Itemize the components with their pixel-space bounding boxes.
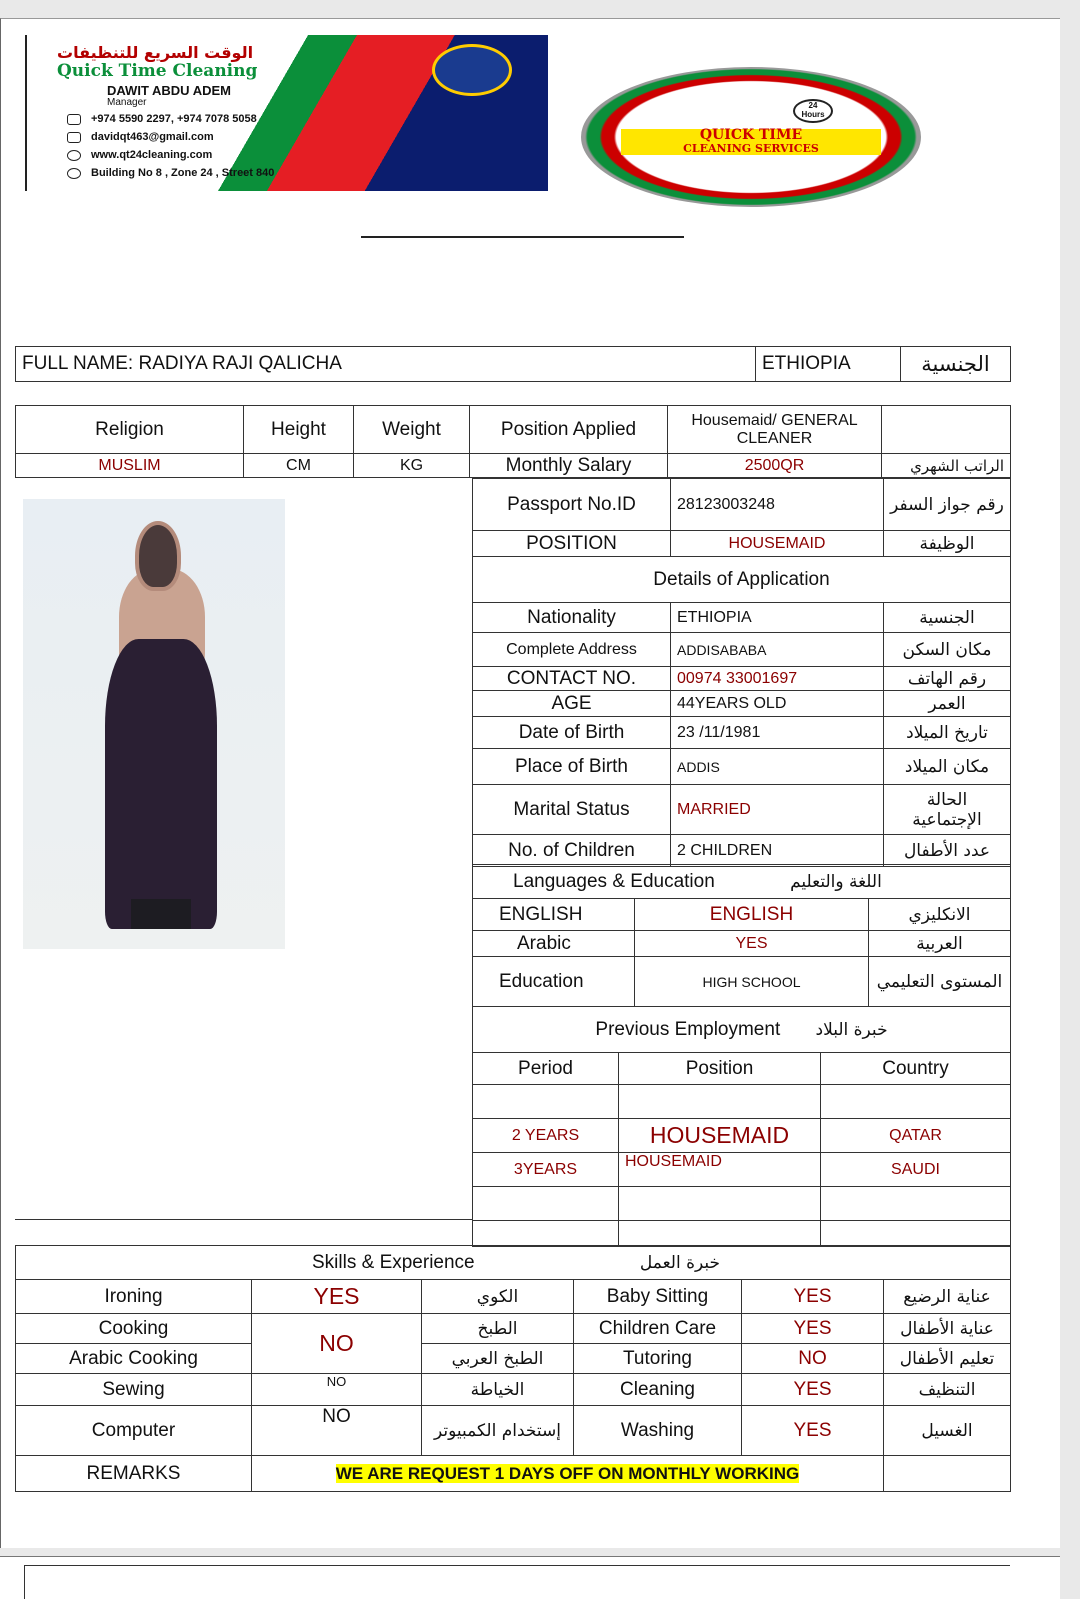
position-applied-value: Housemaid/ GENERAL CLEANER — [668, 406, 882, 454]
detail-ar: الجنسية — [884, 603, 1011, 633]
title-underline — [361, 236, 684, 238]
languages-title-cell — [473, 865, 1011, 899]
empty-cell — [619, 1187, 821, 1221]
language-label: ENGLISH — [473, 899, 635, 931]
employment-table — [472, 1006, 1011, 1247]
website-line — [67, 149, 212, 161]
skill-sewing-value: NO — [252, 1374, 422, 1406]
detail-ar: رقم الهاتف — [884, 667, 1011, 691]
skill-arabiccooking-label: Arabic Cooking — [16, 1344, 252, 1374]
skills-title-ar: خبرة العمل — [639, 1252, 721, 1273]
employment-country: QATAR — [821, 1119, 1011, 1153]
skill-childrencare-ar: عناية الأطفال — [884, 1314, 1011, 1344]
logo-line2: CLEANING SERVICES — [683, 142, 819, 155]
phone-icon — [67, 114, 81, 125]
skill-tutoring-value: NO — [742, 1344, 884, 1374]
period-header: Period — [473, 1053, 619, 1085]
detail-ar: تاريخ الميلاد — [884, 717, 1011, 749]
detail-label: No. of Children — [473, 835, 671, 867]
detail-label: CONTACT NO. — [473, 667, 671, 691]
skill-tutoring-ar: تعليم الأطفال — [884, 1344, 1011, 1374]
passport-ar: رقم جواز السفر — [884, 479, 1011, 531]
next-page-table-edge — [24, 1565, 1010, 1599]
remarks-label: REMARKS — [16, 1456, 252, 1492]
skill-arabiccooking-ar: الطبخ العربي — [422, 1344, 574, 1374]
empty-cell — [821, 1085, 1011, 1119]
passport-label: Passport No.ID — [473, 479, 671, 531]
logo-line1: QUICK TIME — [699, 127, 803, 143]
hours-number: 24 — [808, 101, 818, 110]
nationality-header-ar: الجنسية — [901, 347, 1011, 382]
next-page-edge — [0, 1556, 1060, 1599]
photo-feet — [131, 899, 191, 929]
email-text: davidqt463@gmail.com — [91, 131, 214, 143]
phone-line — [67, 113, 257, 125]
empty-cell — [821, 1221, 1011, 1247]
employment-period: 2 YEARS — [473, 1119, 619, 1153]
employment-title-ar: خبرة البلاد — [815, 1019, 888, 1040]
position-ar: الوظيفة — [884, 531, 1011, 557]
applicant-photo — [23, 499, 285, 949]
empty-cell — [821, 1187, 1011, 1221]
skills-title: Skills & Experience — [312, 1251, 475, 1273]
empty-cell — [619, 1221, 821, 1247]
company-name: Quick Time Cleaning — [57, 61, 258, 81]
details-section-title: Details of Application — [473, 557, 1011, 603]
position-applied-header: Position Applied — [470, 406, 668, 454]
language-value: ENGLISH — [635, 899, 869, 931]
skill-cleaning-label: Cleaning — [574, 1374, 742, 1406]
skills-title-cell — [16, 1246, 1011, 1280]
skill-childrencare-value: YES — [742, 1314, 884, 1344]
salary-ar: الراتب الشهري — [882, 454, 1011, 478]
salary-label: Monthly Salary — [470, 454, 668, 478]
remarks-cell — [252, 1456, 884, 1492]
skill-sewing-label: Sewing — [16, 1374, 252, 1406]
left-divider — [15, 1219, 473, 1245]
weight-value: KG — [354, 454, 470, 478]
detail-ar: الحالة الإجتماعية — [884, 785, 1011, 835]
skill-tutoring-label: Tutoring — [574, 1344, 742, 1374]
education-label: Education — [473, 957, 635, 1007]
detail-ar: مكان السكن — [884, 633, 1011, 667]
detail-value: MARRIED — [671, 785, 884, 835]
hours-badge — [793, 99, 833, 123]
languages-title-ar: اللغة والتعليم — [790, 871, 882, 892]
skill-cooking-label: Cooking — [16, 1314, 252, 1344]
empty-cell — [473, 1085, 619, 1119]
country-header: Country — [821, 1053, 1011, 1085]
detail-value: 2 CHILDREN — [671, 835, 884, 867]
detail-value: 00974 33001697 — [671, 667, 884, 691]
skill-babysitting-label: Baby Sitting — [574, 1280, 742, 1314]
detail-value: ETHIOPIA — [671, 603, 884, 633]
location-icon — [67, 168, 81, 179]
address-text: Building No 8 , Zone 24 , Street 840 — [91, 167, 275, 179]
skills-table — [15, 1245, 1011, 1492]
detail-label: Complete Address — [473, 633, 671, 667]
language-ar: العربية — [869, 931, 1011, 957]
position-header: Position — [619, 1053, 821, 1085]
nationality-header-value: ETHIOPIA — [756, 347, 901, 382]
empty-cell — [884, 1456, 1011, 1492]
company-arabic-name: الوقت السريع للتنظيفات — [57, 43, 254, 62]
position-label: POSITION — [473, 531, 671, 557]
mail-icon — [67, 132, 81, 143]
skill-childrencare-label: Children Care — [574, 1314, 742, 1344]
skill-cleaning-ar: التنظيف — [884, 1374, 1011, 1406]
manager-name: DAWIT ABDU ADEM — [107, 83, 231, 98]
language-label: Arabic — [473, 931, 635, 957]
languages-table — [472, 864, 1011, 1007]
detail-value: ADDISABABA — [671, 633, 884, 667]
employment-position: HOUSEMAID — [619, 1119, 821, 1153]
skill-washing-label: Washing — [574, 1406, 742, 1456]
skill-cooking-ar: الطبخ — [422, 1314, 574, 1344]
remarks-value: WE ARE REQUEST 1 DAYS OFF ON MONTHLY WORKING — [335, 1463, 800, 1483]
employment-period: 3YEARS — [473, 1153, 619, 1187]
height-header: Height — [244, 406, 354, 454]
skill-babysitting-value: YES — [742, 1280, 884, 1314]
skill-washing-value: YES — [742, 1406, 884, 1456]
detail-ar: العمر — [884, 691, 1011, 717]
full-name: FULL NAME: RADIYA RAJI QALICHA — [16, 347, 756, 382]
skill-cooking-value: NO — [252, 1314, 422, 1374]
height-value: CM — [244, 454, 354, 478]
religion-header: Religion — [16, 406, 244, 454]
skill-cleaning-value: YES — [742, 1374, 884, 1406]
logo-text — [621, 129, 881, 155]
detail-value: 23 /11/1981 — [671, 717, 884, 749]
position-value: HOUSEMAID — [671, 531, 884, 557]
detail-label: AGE — [473, 691, 671, 717]
email-line — [67, 131, 214, 143]
globe-icon — [67, 150, 81, 161]
cv-page — [0, 18, 1060, 1548]
address-line — [67, 167, 274, 179]
hours-label: Hours — [801, 110, 825, 119]
employment-country: SAUDI — [821, 1153, 1011, 1187]
detail-label: Date of Birth — [473, 717, 671, 749]
skill-computer-ar: إستخدام الكمبيوتر — [422, 1406, 574, 1456]
empty-cell — [473, 1187, 619, 1221]
skill-sewing-ar: الخياطة — [422, 1374, 574, 1406]
empty-cell — [473, 1221, 619, 1247]
employment-title-cell — [473, 1007, 1011, 1053]
basic-info-table — [15, 405, 1011, 478]
education-value: HIGH SCHOOL — [635, 957, 869, 1007]
detail-ar: مكان الميلاد — [884, 749, 1011, 785]
skill-computer-value: NO — [252, 1406, 422, 1456]
company-logo — [581, 67, 921, 207]
website-text: www.qt24cleaning.com — [91, 149, 213, 161]
skill-ironing-label: Ironing — [16, 1280, 252, 1314]
skill-ironing-ar: الكوي — [422, 1280, 574, 1314]
skill-ironing-value: YES — [252, 1280, 422, 1314]
skill-babysitting-ar: عناية الرضيع — [884, 1280, 1011, 1314]
skill-computer-label: Computer — [16, 1406, 252, 1456]
detail-label: Place of Birth — [473, 749, 671, 785]
skill-washing-ar: الغسيل — [884, 1406, 1011, 1456]
weight-header: Weight — [354, 406, 470, 454]
empty-cell — [619, 1085, 821, 1119]
manager-role: Manager — [107, 97, 147, 108]
detail-label: Marital Status — [473, 785, 671, 835]
detail-ar: عدد الأطفال — [884, 835, 1011, 867]
detail-label: Nationality — [473, 603, 671, 633]
business-card — [25, 35, 548, 191]
employment-title: Previous Employment — [595, 1018, 781, 1040]
education-ar: المستوى التعليمي — [869, 957, 1011, 1007]
photo-body — [105, 639, 217, 929]
details-table — [472, 478, 1011, 867]
full-name-table — [15, 346, 1011, 382]
phone-text: +974 5590 2297, +974 7078 5058 — [91, 113, 257, 125]
passport-value: 28123003248 — [671, 479, 884, 531]
blank-cell — [882, 406, 1011, 454]
language-value: YES — [635, 931, 869, 957]
languages-title: Languages & Education — [513, 870, 715, 892]
language-ar: الانكليزي — [869, 899, 1011, 931]
detail-value: ADDIS — [671, 749, 884, 785]
employment-position: HOUSEMAID — [619, 1153, 821, 1187]
detail-value: 44YEARS OLD — [671, 691, 884, 717]
company-badge-icon — [432, 44, 512, 96]
photo-head — [135, 521, 181, 591]
religion-value: MUSLIM — [16, 454, 244, 478]
salary-value: 2500QR — [668, 454, 882, 478]
